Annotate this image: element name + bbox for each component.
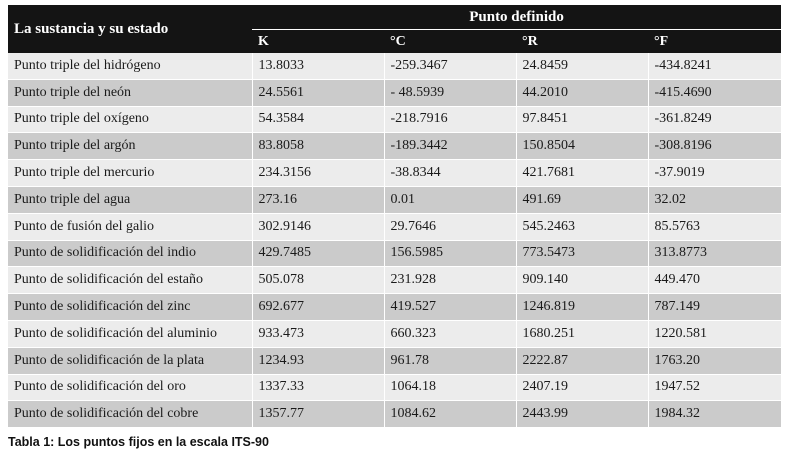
cell-kelvin: 933.473	[252, 320, 384, 347]
table-row	[8, 320, 781, 347]
cell-kelvin: 54.3584	[252, 106, 384, 133]
cell-kelvin: 1357.77	[252, 401, 384, 428]
cell-rankine: 909.140	[516, 267, 648, 294]
cell-celsius: 1064.18	[384, 374, 516, 401]
row-substance: Punto triple del oxígeno	[8, 106, 252, 133]
table-header	[8, 5, 781, 53]
cell-rankine: 773.5473	[516, 240, 648, 267]
row-substance: Punto triple del argón	[8, 133, 252, 160]
cell-kelvin: 302.9146	[252, 213, 384, 240]
cell-fahrenheit: 313.8773	[648, 240, 781, 267]
cell-rankine: 44.2010	[516, 79, 648, 106]
table-row	[8, 294, 781, 321]
fixed-points-table	[8, 5, 781, 428]
cell-kelvin: 234.3156	[252, 160, 384, 187]
cell-kelvin: 505.078	[252, 267, 384, 294]
table-row	[8, 401, 781, 428]
cell-kelvin: 429.7485	[252, 240, 384, 267]
cell-rankine: 2407.19	[516, 374, 648, 401]
row-substance: Punto de solidificación del estaño	[8, 267, 252, 294]
row-substance: Punto de solidificación del cobre	[8, 401, 252, 428]
table-row	[8, 213, 781, 240]
cell-kelvin: 1234.93	[252, 347, 384, 374]
cell-kelvin: 13.8033	[252, 53, 384, 79]
row-substance: Punto triple del hidrógeno	[8, 53, 252, 79]
cell-celsius: 0.01	[384, 186, 516, 213]
cell-rankine: 1246.819	[516, 294, 648, 321]
row-substance: Punto triple del mercurio	[8, 160, 252, 187]
cell-celsius: 660.323	[384, 320, 516, 347]
cell-fahrenheit: 85.5763	[648, 213, 781, 240]
cell-rankine: 2222.87	[516, 347, 648, 374]
cell-fahrenheit: -308.8196	[648, 133, 781, 160]
table-row	[8, 106, 781, 133]
cell-kelvin: 1337.33	[252, 374, 384, 401]
cell-rankine: 1680.251	[516, 320, 648, 347]
table-row	[8, 133, 781, 160]
header-unit-rankine: °R	[516, 30, 648, 54]
cell-fahrenheit: -434.8241	[648, 53, 781, 79]
cell-rankine: 24.8459	[516, 53, 648, 79]
cell-kelvin: 83.8058	[252, 133, 384, 160]
table-caption: Tabla 1: Los puntos fijos en la escala ITS-90	[8, 435, 269, 449]
row-substance: Punto triple del neón	[8, 79, 252, 106]
table-row	[8, 186, 781, 213]
table-row	[8, 374, 781, 401]
row-substance: Punto triple del agua	[8, 186, 252, 213]
table-body	[8, 53, 781, 428]
table-row	[8, 267, 781, 294]
cell-rankine: 421.7681	[516, 160, 648, 187]
cell-celsius: 1084.62	[384, 401, 516, 428]
table-row	[8, 347, 781, 374]
row-substance: Punto de solidificación del oro	[8, 374, 252, 401]
cell-rankine: 97.8451	[516, 106, 648, 133]
cell-celsius: 231.928	[384, 267, 516, 294]
cell-celsius: - 48.5939	[384, 79, 516, 106]
cell-celsius: -189.3442	[384, 133, 516, 160]
row-substance: Punto de solidificación del zinc	[8, 294, 252, 321]
header-unit-kelvin: K	[252, 30, 384, 54]
cell-fahrenheit: 1763.20	[648, 347, 781, 374]
table-row	[8, 79, 781, 106]
cell-fahrenheit: 449.470	[648, 267, 781, 294]
cell-rankine: 2443.99	[516, 401, 648, 428]
cell-fahrenheit: 1220.581	[648, 320, 781, 347]
cell-fahrenheit: -361.8249	[648, 106, 781, 133]
table-row	[8, 160, 781, 187]
row-substance: Punto de solidificación del indio	[8, 240, 252, 267]
row-substance: Punto de solidificación del aluminio	[8, 320, 252, 347]
cell-fahrenheit: -415.4690	[648, 79, 781, 106]
fixed-points-table-container	[8, 5, 781, 428]
header-unit-fahrenheit: °F	[648, 30, 781, 54]
cell-fahrenheit: 787.149	[648, 294, 781, 321]
cell-celsius: 419.527	[384, 294, 516, 321]
cell-celsius: -259.3467	[384, 53, 516, 79]
header-unit-celsius: °C	[384, 30, 516, 54]
table-row	[8, 53, 781, 79]
row-substance: Punto de solidificación de la plata	[8, 347, 252, 374]
table-row	[8, 240, 781, 267]
cell-celsius: -38.8344	[384, 160, 516, 187]
cell-fahrenheit: 32.02	[648, 186, 781, 213]
cell-celsius: 156.5985	[384, 240, 516, 267]
cell-rankine: 545.2463	[516, 213, 648, 240]
cell-fahrenheit: 1947.52	[648, 374, 781, 401]
cell-celsius: 961.78	[384, 347, 516, 374]
header-substance: La sustancia y su estado	[8, 5, 252, 53]
row-substance: Punto de fusión del galio	[8, 213, 252, 240]
cell-fahrenheit: -37.9019	[648, 160, 781, 187]
cell-celsius: 29.7646	[384, 213, 516, 240]
cell-fahrenheit: 1984.32	[648, 401, 781, 428]
header-defined-point: Punto definido	[252, 5, 781, 30]
cell-rankine: 491.69	[516, 186, 648, 213]
cell-celsius: -218.7916	[384, 106, 516, 133]
cell-kelvin: 24.5561	[252, 79, 384, 106]
cell-kelvin: 273.16	[252, 186, 384, 213]
cell-rankine: 150.8504	[516, 133, 648, 160]
cell-kelvin: 692.677	[252, 294, 384, 321]
